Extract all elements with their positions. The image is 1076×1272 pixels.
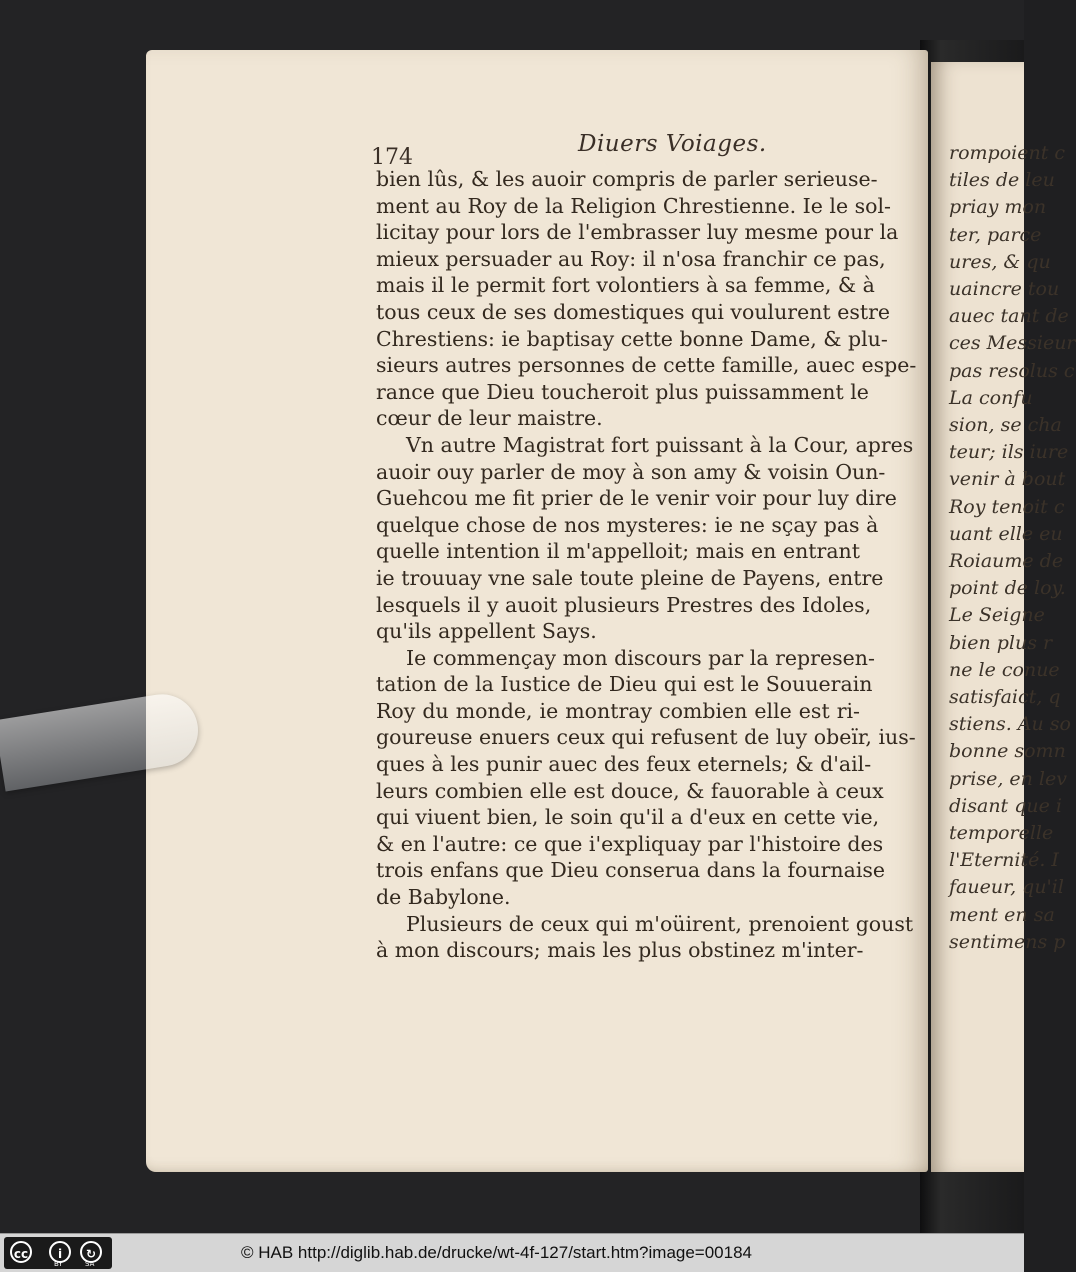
facing-page-line: auec tant de <box>949 305 1069 328</box>
text-line: mais il le permit fort volontiers à sa femme, & à <box>376 273 875 298</box>
facing-page-line: ment en sa <box>949 903 1055 926</box>
text-line: quelque chose de nos mysteres: ie ne sçay pas à <box>376 512 879 537</box>
facing-page-line: point de loy. <box>949 577 1066 600</box>
running-head <box>371 131 861 170</box>
text-line: qu'ils appellent Says. <box>376 619 597 644</box>
facing-page-line: uaincre tou <box>949 278 1060 300</box>
by-label: BY <box>54 1260 63 1268</box>
facing-page-line: stiens. Au so <box>949 713 1071 736</box>
text-line: sieurs autres personnes de cette famille, auec espe- <box>376 353 917 378</box>
facing-page-line: ures, & qu <box>949 250 1051 273</box>
facing-page-line: l'Eternité. I <box>949 849 1059 872</box>
text-line: qui viuent bien, le soin qu'il a d'eux en cette vie, <box>376 805 880 830</box>
footer-bar <box>0 1233 1024 1272</box>
facing-page-line: bonne somn <box>949 740 1066 763</box>
text-line: ques à les punir auec des feux eternels; & d'ail- <box>376 752 872 777</box>
text-line: Plusieurs de ceux qui m'oüirent, prenoient goust <box>406 911 914 936</box>
facing-page-line: ter, parce <box>949 223 1042 246</box>
text-line: rance que Dieu toucheroit plus puissamment le <box>376 379 869 404</box>
text-line: leurs combien elle est douce, & fauorable à ceux <box>376 778 884 803</box>
text-line: Roy du monde, ie montray combien elle est ri- <box>376 698 860 723</box>
text-line: tous ceux de ses domestiques qui voulurent estre <box>376 299 891 324</box>
facing-page-line: sentimens p <box>949 930 1066 953</box>
facing-page-line: ne le conue <box>949 658 1060 681</box>
text-line: licitay pour lors de l'embrasser luy mesme pour la <box>376 220 899 245</box>
facing-page-line: tiles de leu <box>949 169 1055 192</box>
running-title: Diuers Voiages. <box>578 131 767 157</box>
text-line: à mon discours; mais les plus obstinez m'inter- <box>376 938 864 963</box>
text-line: ment au Roy de la Religion Chrestienne. Ie le sol- <box>376 193 891 218</box>
facing-page-line: teur; ils iure <box>949 441 1069 464</box>
sa-label: SA <box>85 1260 95 1268</box>
text-line: tation de la Iustice de Dieu qui est le Souuerain <box>376 672 873 697</box>
facing-page-fragment <box>931 62 1076 1172</box>
facing-page-line: ces Messieur <box>949 332 1076 355</box>
facing-page-line: Le Seigne <box>949 604 1045 627</box>
attribution-link[interactable]: © HAB http://diglib.hab.de/drucke/wt-4f-127/start.htm?image=00184 <box>241 1243 753 1262</box>
text-line: bien lûs, & les auoir compris de parler serieuse- <box>376 167 878 191</box>
facing-page-line: La confu <box>949 386 1033 409</box>
text-line: Chrestiens: ie baptisay cette bonne Dame, & plu- <box>376 326 888 351</box>
text-line: goureuse enuers ceux qui refusent de luy obeïr, ius- <box>376 725 916 750</box>
facing-page-line: venir à bout <box>949 468 1066 491</box>
text-line: Ie commençay mon discours par la represen- <box>406 645 875 670</box>
facing-page-line: disant que i <box>949 794 1062 817</box>
text-line: cœur de leur maistre. <box>376 406 603 431</box>
facing-page-line: pas resolus c <box>949 359 1075 382</box>
cc-icon: cc <box>10 1241 32 1263</box>
facing-page-line: Roiaume de <box>949 550 1064 572</box>
facing-page-line: temporelle <box>949 822 1054 844</box>
facing-page-line: satisfaict, q <box>949 686 1061 708</box>
facing-page-line: sion, se cha <box>949 414 1062 436</box>
text-line: ie trouuay vne sale toute pleine de Payens, entre <box>376 565 884 590</box>
facing-page-line: rompoient c <box>949 142 1066 164</box>
facing-page-line: prise, en lev <box>949 767 1067 790</box>
text-line: Vn autre Magistrat fort puissant à la Cour, apres <box>406 432 914 457</box>
page-number: 174 <box>371 145 413 170</box>
body-text <box>376 166 917 964</box>
text-line: & en l'autre: ce que i'expliquay par l'histoire des <box>376 831 884 856</box>
text-line: auoir ouy parler de moy à son amy & voisin Oun- <box>376 459 886 484</box>
text-line: quelle intention il m'appelloit; mais en entrant <box>376 539 860 564</box>
by-person-icon: i <box>49 1241 71 1263</box>
text-line: de Babylone. <box>376 885 511 910</box>
facing-page-line: faueur, qu'il <box>949 876 1064 899</box>
text-line: trois enfans que Dieu conserua dans la fournaise <box>376 858 886 883</box>
text-line: lesquels il y auoit plusieurs Prestres des Idoles, <box>376 592 872 617</box>
facing-page-line: priay mon <box>949 196 1047 219</box>
facing-page-line: bien plus r <box>949 631 1053 654</box>
cc-license-badge[interactable] <box>4 1237 112 1269</box>
text-line: mieux persuader au Roy: il n'osa franchir ce pas, <box>376 246 886 271</box>
text-line: Guehcou me fit prier de le venir voir pour luy dire <box>376 486 897 511</box>
facing-page-line: Roy tenoit c <box>949 495 1065 518</box>
share-alike-icon: ↻ <box>80 1241 102 1263</box>
facing-page-line: uant elle eu <box>949 522 1063 545</box>
